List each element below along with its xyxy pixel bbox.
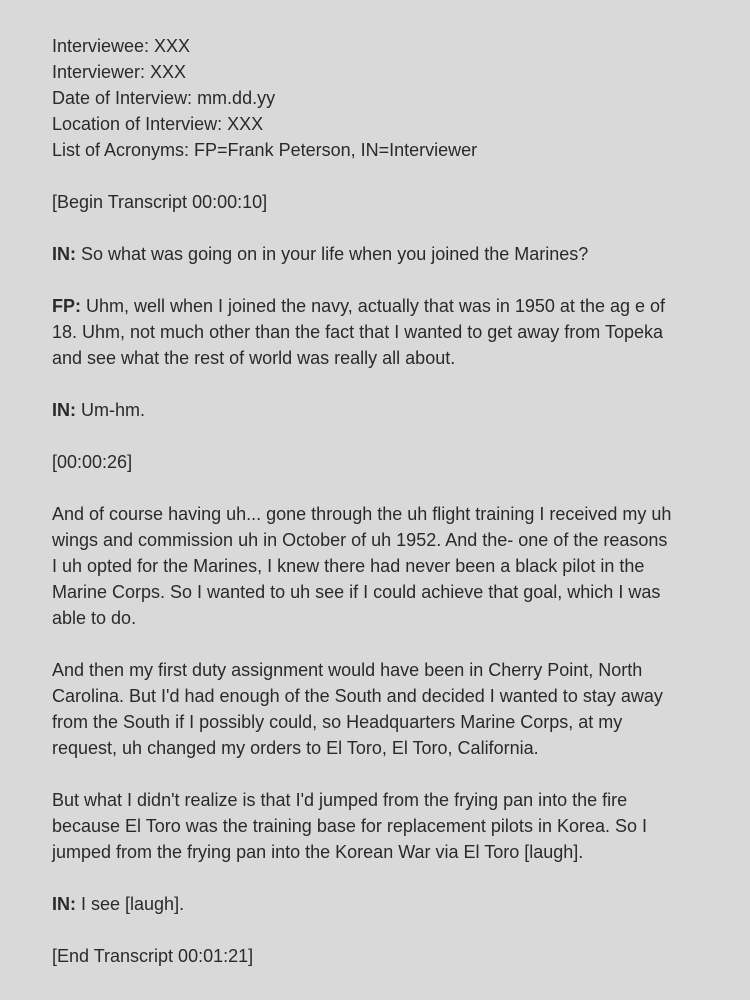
interview-header <box>52 33 710 163</box>
paragraph-line <box>52 891 710 917</box>
interviewer-line: Interviewer: XXX <box>52 62 187 82</box>
paragraph-text: Uhm, well when I joined the navy, actually that was in 1950 at the ag e of <box>81 296 666 316</box>
paragraph-text: Um-hm. <box>76 400 145 420</box>
timestamp-text: [00:00:26] <box>52 452 133 472</box>
transcript-paragraph-4 <box>52 501 710 631</box>
speaker-label: IN: <box>52 244 76 264</box>
paragraph-line <box>52 241 710 267</box>
paragraph-line: Carolina. But I'd had enough of the South and decided I wanted to stay away <box>52 686 663 706</box>
transcript-paragraph-2 <box>52 293 710 371</box>
transcript-paragraph-7 <box>52 891 710 917</box>
transcript-paragraph-6 <box>52 787 710 865</box>
paragraph-line: And then my first duty assignment would have been in Cherry Point, North <box>52 660 643 680</box>
speaker-label: FP: <box>52 296 81 316</box>
paragraph-line: and see what the rest of world was really all about. <box>52 348 456 368</box>
paragraph-line <box>52 293 710 319</box>
interview-location-line: Location of Interview: XXX <box>52 114 264 134</box>
paragraph-line <box>52 397 710 423</box>
paragraph-text: So what was going on in your life when you joined the Marines? <box>76 244 589 264</box>
transcript-paragraph-5 <box>52 657 710 761</box>
transcript-paragraph-3 <box>52 397 710 423</box>
transcript-paragraph-1 <box>52 241 710 267</box>
paragraph-line: wings and commission uh in October of uh 1952. And the- one of the reasons <box>52 530 668 550</box>
speaker-label: IN: <box>52 400 76 420</box>
paragraph-text: I see [laugh]. <box>76 894 185 914</box>
begin-marker-text: [Begin Transcript 00:00:10] <box>52 192 268 212</box>
end-marker-text: [End Transcript 00:01:21] <box>52 946 254 966</box>
paragraph-line: jumped from the frying pan into the Korean War via El Toro [laugh]. <box>52 842 584 862</box>
paragraph-line: able to do. <box>52 608 137 628</box>
paragraph-line: I uh opted for the Marines, I knew there had never been a black pilot in the <box>52 556 645 576</box>
acronyms-line: List of Acronyms: FP=Frank Peterson, IN=Interviewer <box>52 140 478 160</box>
paragraph-line: Marine Corps. So I wanted to uh see if I could achieve that goal, which I was <box>52 582 661 602</box>
paragraph-line: request, uh changed my orders to El Toro, El Toro, California. <box>52 738 539 758</box>
transcript-timestamp <box>52 449 710 475</box>
paragraph-line: And of course having uh... gone through the uh flight training I received my uh <box>52 504 672 524</box>
interviewee-line: Interviewee: XXX <box>52 36 191 56</box>
transcript-begin-marker <box>52 189 710 215</box>
speaker-label: IN: <box>52 894 76 914</box>
paragraph-line: But what I didn't realize is that I'd jumped from the frying pan into the fire <box>52 790 628 810</box>
paragraph-line: 18. Uhm, not much other than the fact that I wanted to get away from Topeka <box>52 322 664 342</box>
transcript-end-marker <box>52 943 710 969</box>
interview-date-line: Date of Interview: mm.dd.yy <box>52 88 276 108</box>
paragraph-line: from the South if I possibly could, so Headquarters Marine Corps, at my <box>52 712 623 732</box>
paragraph-line: because El Toro was the training base for replacement pilots in Korea. So I <box>52 816 648 836</box>
